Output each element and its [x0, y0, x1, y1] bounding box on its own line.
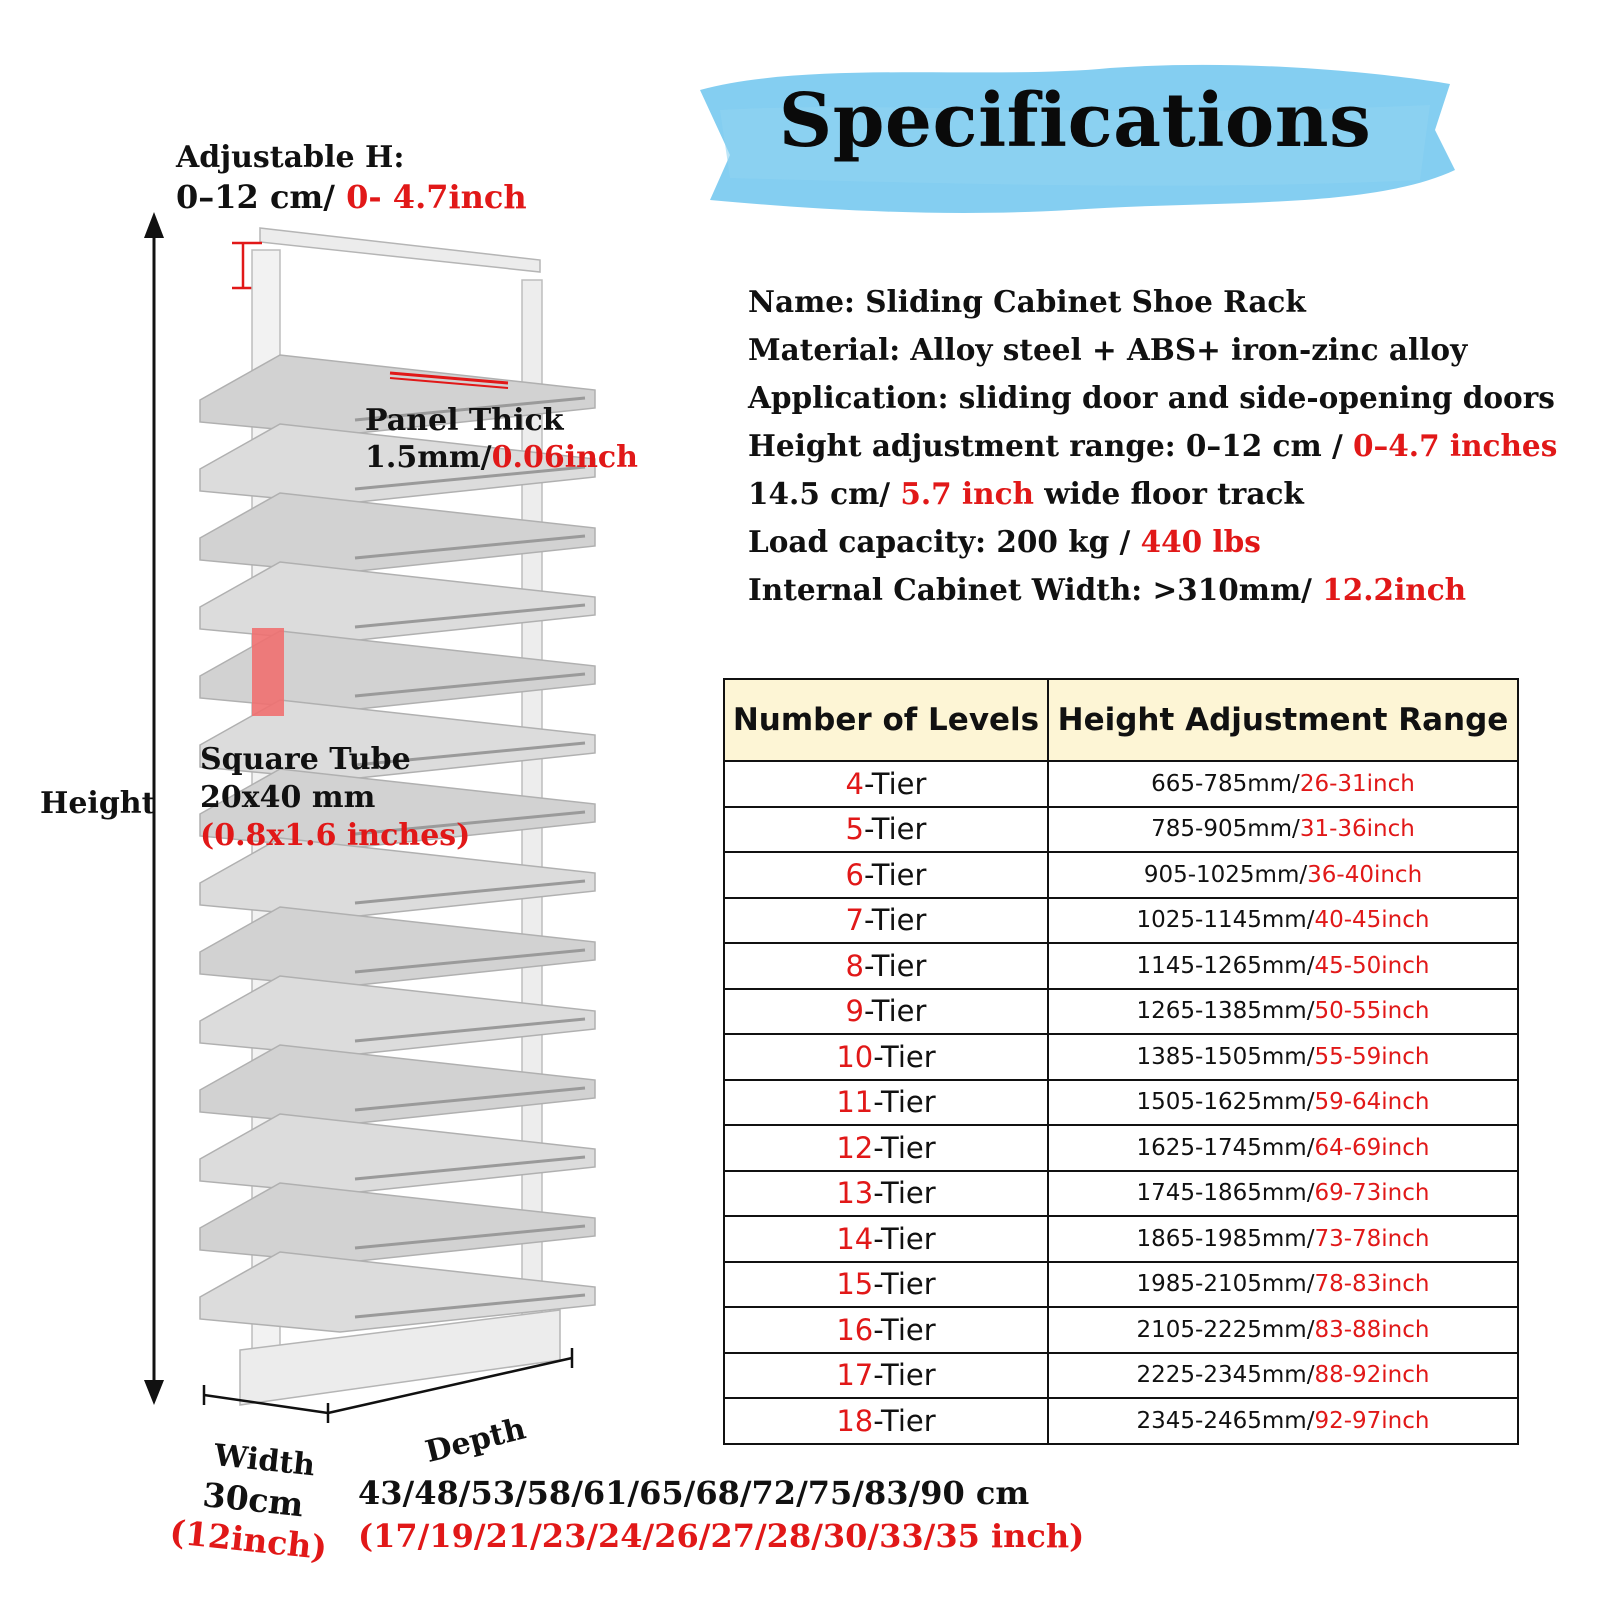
- tier-height-table: [723, 678, 1519, 1445]
- range-mm: 2105-2225mm/: [1136, 1316, 1315, 1343]
- range-mm: 905-1025mm/: [1143, 861, 1308, 888]
- tier-number: 15: [836, 1267, 874, 1302]
- tier-suffix: -Tier: [864, 812, 927, 847]
- tier-number: 8: [845, 948, 864, 983]
- tier-cell: [724, 1398, 1048, 1444]
- square-tube-highlight: [252, 628, 284, 716]
- depth-inch-values: (17/19/21/23/24/26/27/28/30/33/35 inch): [358, 1517, 1085, 1555]
- spec-list: [748, 278, 1568, 614]
- spec-cabinet-width-mm: Internal Cabinet Width: >310mm/: [748, 572, 1323, 607]
- range-cell: [1048, 1398, 1518, 1444]
- range-cell: [1048, 807, 1518, 853]
- tier-suffix: -Tier: [873, 1176, 936, 1211]
- spec-cabinet-width-inch: 12.2inch: [1322, 572, 1467, 607]
- range-inch: 73-78inch: [1314, 1225, 1430, 1252]
- table-row: [724, 1034, 1518, 1080]
- tier-number: 7: [845, 903, 864, 938]
- range-mm: 1145-1265mm/: [1136, 952, 1315, 979]
- spec-track: [748, 470, 1568, 518]
- table-row: [724, 852, 1518, 898]
- tier-number: 5: [845, 812, 864, 847]
- range-inch: 83-88inch: [1314, 1316, 1430, 1343]
- range-mm: 1265-1385mm/: [1136, 998, 1315, 1025]
- range-mm: 785-905mm/: [1151, 816, 1300, 843]
- range-inch: 69-73inch: [1314, 1180, 1430, 1207]
- range-mm: 2225-2345mm/: [1136, 1362, 1315, 1389]
- range-inch: 45-50inch: [1314, 952, 1430, 979]
- tier-suffix: -Tier: [864, 948, 927, 983]
- tier-number: 10: [836, 1039, 874, 1074]
- tier-suffix: -Tier: [873, 1312, 936, 1347]
- table-row: [724, 989, 1518, 1035]
- range-inch: 78-83inch: [1314, 1271, 1430, 1298]
- spec-load: [748, 518, 1568, 566]
- square-tube-inch: (0.8x1.6 inches): [200, 818, 471, 853]
- range-mm: 1625-1745mm/: [1136, 1134, 1315, 1161]
- depth-cm-values: 43/48/53/58/61/65/68/72/75/83/90 cm: [358, 1474, 1030, 1512]
- tier-cell: [724, 1080, 1048, 1126]
- rack-top-bar: [260, 228, 540, 272]
- spec-cabinet-width: [748, 566, 1568, 614]
- tier-cell: [724, 943, 1048, 989]
- table-header-row: [724, 679, 1518, 761]
- range-inch: 26-31inch: [1299, 770, 1415, 797]
- square-tube-size: 20x40 mm: [200, 780, 376, 815]
- tier-suffix: -Tier: [873, 1039, 936, 1074]
- tier-suffix: -Tier: [873, 1221, 936, 1256]
- tier-suffix: -Tier: [864, 903, 927, 938]
- table-row: [724, 1262, 1518, 1308]
- range-inch: 36-40inch: [1307, 861, 1423, 888]
- spec-height-range-inch: 0–4.7 inches: [1353, 428, 1558, 463]
- spec-height-range: [748, 422, 1568, 470]
- tier-number: 13: [836, 1176, 874, 1211]
- range-cell: [1048, 943, 1518, 989]
- range-inch: 40-45inch: [1314, 907, 1430, 934]
- range-mm: 1865-1985mm/: [1136, 1225, 1315, 1252]
- header-levels: Number of Levels: [724, 679, 1048, 761]
- adjustable-height-inch: 0- 4.7inch: [346, 178, 527, 216]
- tier-number: 11: [836, 1085, 874, 1120]
- spec-material: Material: Alloy steel + ABS+ iron-zinc alloy: [748, 332, 1468, 367]
- panel-thick-label: Panel Thick: [365, 403, 564, 438]
- range-inch: 88-92inch: [1314, 1362, 1430, 1389]
- adjustable-height-cm: 0–12 cm/: [176, 178, 347, 216]
- spec-application: Application: sliding door and side-opening doors: [748, 380, 1555, 415]
- range-mm: 1745-1865mm/: [1136, 1180, 1315, 1207]
- height-arrow-bottom-head: [144, 1380, 164, 1405]
- range-mm: 1985-2105mm/: [1136, 1271, 1315, 1298]
- range-inch: 55-59inch: [1314, 1043, 1430, 1070]
- range-mm: 2345-2465mm/: [1136, 1407, 1315, 1434]
- range-cell: [1048, 1216, 1518, 1262]
- table-row: [724, 807, 1518, 853]
- tier-cell: [724, 852, 1048, 898]
- tier-cell: [724, 807, 1048, 853]
- tier-number: 16: [836, 1312, 874, 1347]
- table-row: [724, 1171, 1518, 1217]
- range-cell: [1048, 989, 1518, 1035]
- range-cell: [1048, 1262, 1518, 1308]
- tier-cell: [724, 898, 1048, 944]
- spec-load-lbs: 440 lbs: [1140, 524, 1261, 559]
- tier-suffix: -Tier: [873, 1130, 936, 1165]
- tier-cell: [724, 1034, 1048, 1080]
- square-tube-label: Square Tube: [200, 742, 411, 777]
- table-row: [724, 1307, 1518, 1353]
- range-inch: 59-64inch: [1314, 1089, 1430, 1116]
- tier-number: 6: [845, 857, 864, 892]
- tier-suffix: -Tier: [864, 994, 927, 1029]
- width-label: Width: [212, 1438, 317, 1484]
- tier-suffix: -Tier: [873, 1267, 936, 1302]
- table-row: [724, 1398, 1518, 1444]
- table-row: [724, 761, 1518, 807]
- panel-thick-mm: 1.5mm/: [365, 440, 492, 475]
- spec-height-range-text: Height adjustment range: 0–12 cm /: [748, 428, 1353, 463]
- range-cell: [1048, 1171, 1518, 1217]
- page-title: Specifications: [778, 78, 1372, 164]
- tier-number: 17: [836, 1358, 874, 1393]
- tier-number: 9: [845, 994, 864, 1029]
- depth-label: Depth: [422, 1411, 530, 1470]
- spec-load-kg: Load capacity: 200 kg /: [748, 524, 1141, 559]
- tier-cell: [724, 989, 1048, 1035]
- tier-number: 18: [836, 1403, 874, 1438]
- tier-cell: [724, 761, 1048, 807]
- range-inch: 50-55inch: [1314, 998, 1430, 1025]
- table-row: [724, 943, 1518, 989]
- header-height-range: Height Adjustment Range: [1048, 679, 1518, 761]
- range-cell: [1048, 1307, 1518, 1353]
- tier-cell: [724, 1262, 1048, 1308]
- range-mm: 665-785mm/: [1151, 770, 1300, 797]
- adjustable-height-label: Adjustable H:: [176, 140, 405, 175]
- spec-track-inch: 5.7 inch: [900, 476, 1035, 511]
- height-arrow-top-head: [144, 212, 164, 238]
- tier-cell: [724, 1307, 1048, 1353]
- range-mm: 1025-1145mm/: [1136, 907, 1315, 934]
- width-inch: (12inch): [167, 1512, 329, 1568]
- height-label: Height: [40, 786, 156, 821]
- range-cell: [1048, 1353, 1518, 1399]
- range-cell: [1048, 898, 1518, 944]
- range-cell: [1048, 1080, 1518, 1126]
- table-row: [724, 898, 1518, 944]
- spec-track-suffix: wide floor track: [1034, 476, 1304, 511]
- range-mm: 1385-1505mm/: [1136, 1043, 1315, 1070]
- range-cell: [1048, 852, 1518, 898]
- tier-suffix: -Tier: [864, 766, 927, 801]
- range-inch: 64-69inch: [1314, 1134, 1430, 1161]
- table-body: [724, 761, 1518, 1444]
- range-inch: 92-97inch: [1314, 1407, 1430, 1434]
- range-cell: [1048, 1034, 1518, 1080]
- tier-suffix: -Tier: [873, 1358, 936, 1393]
- width-cm: 30cm: [200, 1475, 306, 1525]
- range-inch: 31-36inch: [1299, 816, 1415, 843]
- table-row: [724, 1216, 1518, 1262]
- range-cell: [1048, 761, 1518, 807]
- tier-cell: [724, 1353, 1048, 1399]
- tier-suffix: -Tier: [864, 857, 927, 892]
- range-cell: [1048, 1125, 1518, 1171]
- tier-number: 12: [836, 1130, 874, 1165]
- tier-cell: [724, 1171, 1048, 1217]
- spec-track-cm: 14.5 cm/: [748, 476, 901, 511]
- panel-thick-values: [365, 440, 638, 475]
- panel-thick-inch: 0.06inch: [491, 440, 638, 475]
- tier-suffix: -Tier: [873, 1403, 936, 1438]
- table-row: [724, 1125, 1518, 1171]
- range-mm: 1505-1625mm/: [1136, 1089, 1315, 1116]
- adjustable-height-values: [176, 178, 527, 216]
- tier-suffix: -Tier: [873, 1085, 936, 1120]
- table-row: [724, 1080, 1518, 1126]
- tier-cell: [724, 1216, 1048, 1262]
- spec-name: Name: Sliding Cabinet Shoe Rack: [748, 284, 1306, 319]
- tier-cell: [724, 1125, 1048, 1171]
- table-row: [724, 1353, 1518, 1399]
- tier-number: 4: [845, 766, 864, 801]
- tier-number: 14: [836, 1221, 874, 1256]
